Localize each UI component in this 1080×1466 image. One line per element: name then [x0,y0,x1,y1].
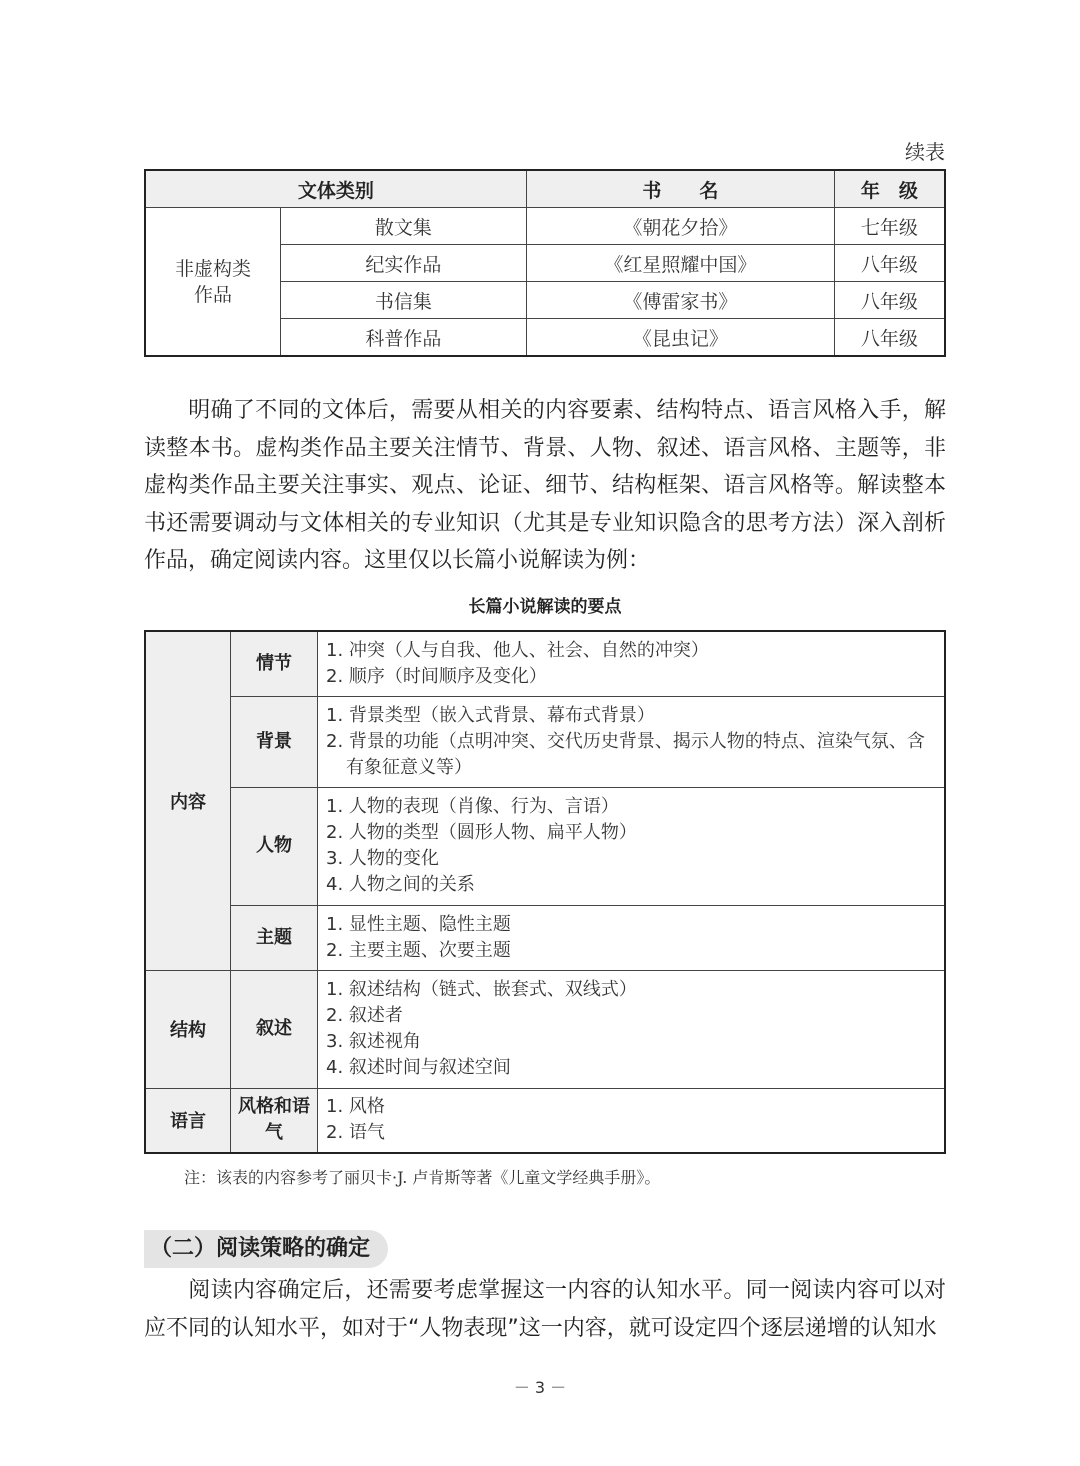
table-header-row [145,170,945,208]
section-heading: （二）阅读策略的确定 [144,1230,388,1268]
novel-reading-points-table [144,630,946,1154]
header-grade: 年 级 [834,170,945,208]
genre-category [145,208,281,357]
list-item: 1. 叙述结构（链式、嵌套式、双线式） [326,979,637,1000]
grade: 八年级 [834,319,945,357]
table-row [145,905,945,970]
body-paragraph-2 [144,1272,946,1347]
sub-category: 叙述 [231,970,318,1088]
list-item: 4. 人物之间的关系 [326,874,475,895]
sub-category: 人物 [231,787,318,905]
items-cell [318,905,946,970]
page-number: － 3 － [513,1378,567,1397]
genre-category-line: 非虚构类 [174,257,251,280]
table-caption: 长篇小说解读的要点 [468,597,622,617]
book-title: 《昆虫记》 [526,319,834,357]
list-item: 1. 风格 [326,1096,385,1118]
sub-category: 主题 [231,905,318,970]
list-item: 1. 显性主题、隐性主题 [326,913,511,935]
genre-type: 科普作品 [281,319,527,357]
table-row [145,1088,945,1153]
header-book: 书 名 [526,170,834,208]
grade: 八年级 [834,245,945,282]
items-cell [318,787,946,905]
list-item: 4. 叙述时间与叙述空间 [326,1057,511,1078]
book-title: 《红星照耀中国》 [526,245,834,282]
genre-type: 散文集 [281,208,527,245]
grade: 八年级 [834,282,945,319]
list-item: 1. 背景类型（嵌入式背景、幕布式背景） [326,704,655,726]
items-cell [318,696,946,787]
genre-category-line: 作品 [193,283,232,306]
table-note: 注：该表的内容参考了丽贝卡·J. 卢肯斯等著《儿童文学经典手册》。 [184,1168,661,1187]
genre-book-table [144,169,946,357]
list-item: 2. 顺序（时间顺序及变化） [326,665,547,687]
paragraph-text: 明确了不同的文体后，需要从相关的内容要素、结构特点、语言风格入手，解读整本书。虚构类作品主要关注情节、背景、人物、叙述、语言风格、主题等，非虚构类作品主要关注事实、观点、论证、细节、结构框架、语言风格等。解读整本书还需要调动与文体相关的专业知识（尤其是专业知识隐含的思考方法）深入剖析作品，确定阅读内容。这里仅以长篇小说解读为例： [144,398,946,573]
header-genre: 文体类别 [145,170,526,208]
sub-category: 情节 [231,631,318,696]
grade: 七年级 [834,208,945,245]
sub-category: 风格和语气 [231,1088,318,1153]
items-cell [318,1088,946,1153]
list-item: 3. 叙述视角 [326,1031,421,1052]
category-content: 内容 [145,631,231,970]
category-language: 语言 [145,1088,231,1153]
paragraph-text: 阅读内容确定后，还需要考虑掌握这一内容的认知水平。同一阅读内容可以对应不同的认知水平，如对于“人物表现”这一内容，就可设定四个逐层递增的认知水 [144,1278,946,1341]
body-paragraph-1 [144,392,946,580]
book-title: 《傅雷家书》 [526,282,834,319]
sub-category: 背景 [231,696,318,787]
list-item: 2. 叙述者 [326,1005,403,1026]
genre-type: 书信集 [281,282,527,319]
items-cell [318,970,946,1088]
list-item: 2. 人物的类型（圆形人物、扁平人物） [326,822,637,843]
table-row [145,696,945,787]
book-title: 《朝花夕拾》 [526,208,834,245]
list-item: 2. 主要主题、次要主题 [326,939,511,961]
table-row [145,631,945,696]
table-row [145,208,945,245]
list-item: 1. 冲突（人与自我、他人、社会、自然的冲突） [326,639,709,661]
continued-table-label: 续表 [905,140,945,164]
items-cell [318,631,946,696]
category-structure: 结构 [145,970,231,1088]
table-row [145,787,945,905]
list-item: 2. 语气 [326,1122,385,1144]
list-item: 2. 背景的功能（点明冲突、交代历史背景、揭示人物的特点、渲染气氛、含有象征意义等） [326,730,925,778]
genre-type: 纪实作品 [281,245,527,282]
list-item: 3. 人物的变化 [326,848,439,869]
table-row [145,970,945,1088]
list-item: 1. 人物的表现（肖像、行为、言语） [326,796,619,817]
